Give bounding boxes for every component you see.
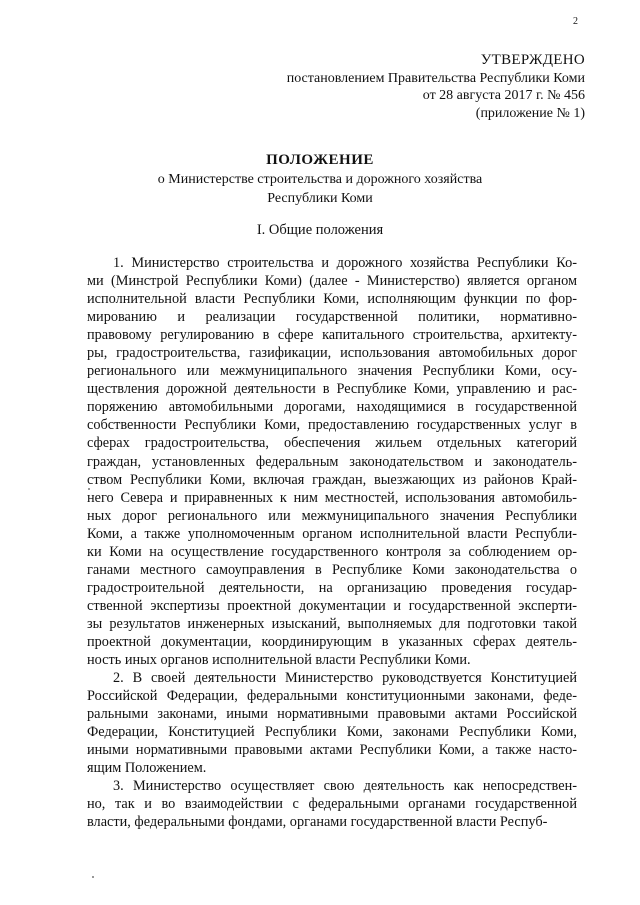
paragraph-line: власти, федеральными фондами, органами государственной власти Респуб- — [87, 814, 548, 831]
paragraph-line: мированию и реализации государственной политики, нормативно- — [87, 309, 577, 326]
paragraph-line: ки Коми на осуществление государственного контроля за соблюдением ор- — [87, 543, 577, 560]
paragraph-line: Коми, а также уполномоченным органом исполнительной власти Республи- — [87, 525, 577, 542]
paragraph-line: 3. Министерство осуществляет свою деятельность как непосредствен- — [113, 778, 577, 795]
paragraph-line: собственности Республики Коми, предоставлению государственных услуг в — [87, 417, 577, 434]
paragraph-line: ящим Положением. — [87, 760, 207, 777]
document-subtitle: о Министерстве строительства и дорожного хозяйства — [157, 172, 483, 187]
scan-speck — [88, 488, 90, 490]
paragraph-line: исполнительной власти Республики Коми, исполняющим функции по фор- — [87, 291, 577, 308]
paragraph-line: регионального или межмуниципального значения Республики Коми, осу- — [87, 363, 577, 380]
paragraph-line: ственной экспертизы проектной документации и государственной эксперти- — [87, 597, 577, 614]
paragraph-line: зы результатов инженерных изысканий, выполняемых для подготовки такой — [87, 615, 577, 632]
paragraph-line: но, так и во взаимодействии с федеральными органами государственной — [87, 796, 577, 813]
approval-line: постановлением Правительства Республики Коми — [286, 70, 585, 86]
paragraph-line: ством Республики Коми, включая граждан, выезжающих из районов Край- — [87, 471, 577, 488]
approval-line: от 28 августа 2017 г. № 456 — [422, 88, 585, 103]
approval-block — [287, 52, 585, 122]
paragraph-line: ральными законами, иными нормативными правовыми актами Российской — [87, 706, 577, 723]
paragraph-line: правовому регулированию в сфере капитального строительства, архитекту- — [87, 327, 577, 344]
paragraph-line: ность иных органов исполнительной власти Республики Коми. — [87, 652, 471, 669]
document-title: ПОЛОЖЕНИЕ — [266, 152, 374, 168]
section-title: I. Общие положения — [256, 222, 384, 238]
paragraph-line: 1. Министерство строительства и дорожного хозяйства Республики Ко- — [113, 255, 577, 271]
paragraph-line: ганами местного самоуправления в Республике Коми законодательства о — [87, 561, 577, 578]
approval-line: (приложение № 1) — [475, 105, 585, 121]
paragraph — [87, 669, 577, 777]
document-body — [87, 254, 577, 832]
paragraph-line: граждан, установленных федеральным законодательством и законодатель- — [87, 453, 577, 470]
paragraph-line: ми (Минстрой Республики Коми) (далее - Министерство) является органом — [87, 273, 577, 290]
page-number: 2 — [573, 16, 578, 27]
paragraph-line: проектной документации, координирующим в указанных сферах деятель- — [87, 633, 577, 650]
paragraph-line: иными нормативными правовыми актами Республики Коми, а также насто- — [87, 742, 577, 759]
document-subtitle: Республики Коми — [267, 191, 373, 206]
paragraph-line: поряжению автомобильными дорогами, находящимися в государственной — [87, 399, 577, 416]
paragraph-line: Федерации, Конституцией Республики Коми, законами Республики Коми, — [87, 724, 577, 741]
paragraph — [87, 254, 577, 669]
paragraph-line: градостроительной деятельности, на организацию проведения государ- — [87, 579, 577, 596]
paragraph-line: ры, градостроительства, газификации, использования автомобильных дорог — [87, 345, 577, 362]
document-heading — [0, 151, 640, 208]
scan-speck — [92, 876, 94, 878]
paragraph-line: сферах градостроительства, обеспечения жильем отдельных категорий — [87, 435, 577, 452]
paragraph-line: 2. В своей деятельности Министерство руководствуется Конституцией — [113, 670, 577, 687]
paragraph — [87, 777, 577, 831]
approval-title: УТВЕРЖДЕНО — [480, 52, 585, 68]
paragraph-line: него Севера и приравненных к ним местностей, использования автомобиль- — [87, 489, 577, 506]
paragraph-line: ных дорог регионального или межмуниципального значения Республики — [87, 507, 577, 524]
paragraph-line: Российской Федерации, федеральными конституционными законами, феде- — [87, 688, 577, 705]
paragraph-line: ществления дорожной деятельности в Республике Коми, управлению и рас- — [87, 381, 577, 398]
